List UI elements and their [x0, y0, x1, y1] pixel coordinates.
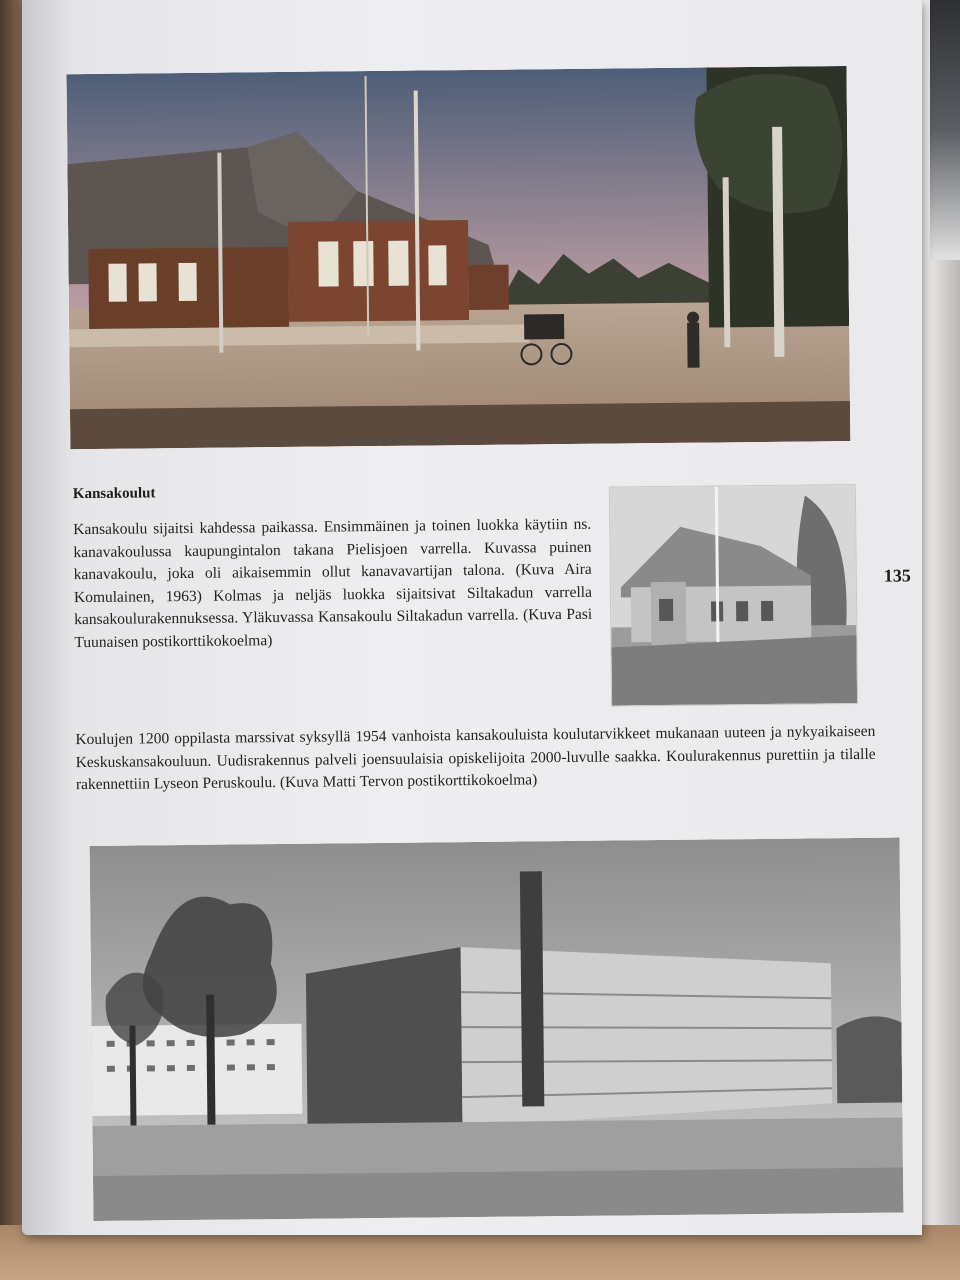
- photo-keskuskansakoulu: [90, 838, 904, 1221]
- adjacent-page-strip: [930, 0, 960, 260]
- photo-kanavakoulu: [609, 484, 858, 707]
- page-number: 135: [883, 565, 911, 586]
- paragraph-keskuskansakoulu: Koulujen 1200 oppilasta marssivat syksyllä 1954 vanhoista kansakouluista koulutarvikkeet mukanaan uuteen ja nykyaikaiseen Keskuskansakouluun. Uudisrakennus palveli joensuulaisia opiskelijoita 2000-luvulle saakka. Koulurakennus purettiin ja tilalle rakennettiin Lyseon Peruskoulu. (Kuva Matti Tervon postikorttikokoelma): [75, 722, 876, 794]
- paragraph-kansakoulu-locations: Kansakoulu sijaitsi kahdessa paikassa. Ensimmäinen ja toinen luokka käytiin ns. kanavakoulussa kaupungintalon takana Pielisjoen varrella. Kuvassa puinen kanavakoulu, joka oli aikaisemmin ollut kanavavartijan talona. (Kuva Aira Komulainen, 1963) Kolmas ja neljäs luokka sijaitsivat Siltakadun varrella kansakoulurakennuksessa. Yläkuvassa Kansakoulu Siltakadun varrella. (Kuva Pasi Tuunaisen postikorttikokoelma): [73, 515, 593, 651]
- book-page: [22, 0, 922, 1235]
- photo-siltakatu-school: [66, 66, 850, 449]
- page-content: [16, 0, 929, 1240]
- section-heading: Kansakoulut: [72, 485, 156, 503]
